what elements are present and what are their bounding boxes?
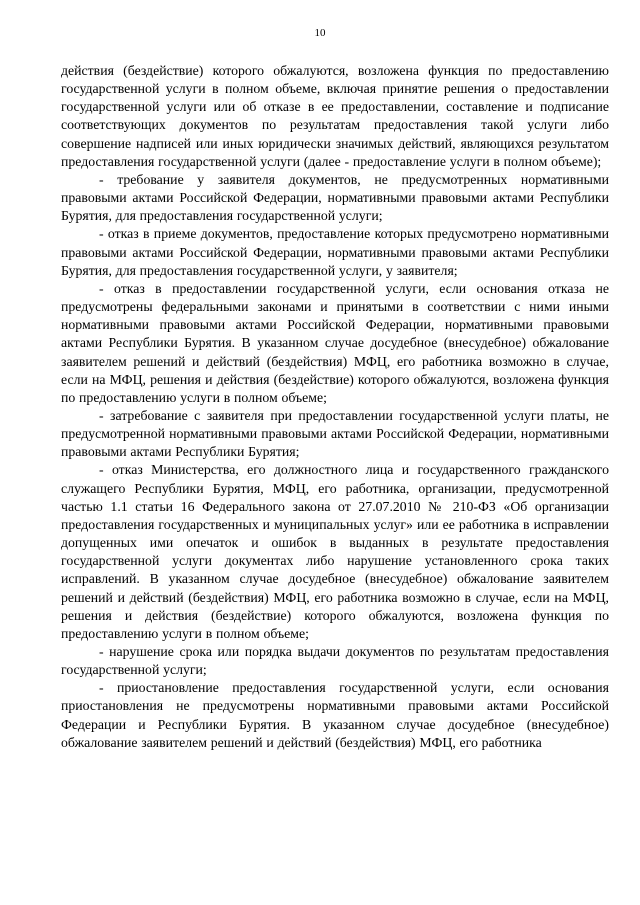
- paragraph-deadline-violation: - нарушение срока или порядка выдачи документов по результатам предоставления государственной услуги;: [61, 644, 609, 678]
- paragraph-documents-requirement: - требование у заявителя документов, не предусмотренных нормативными правовыми актами Российской Федерации, нормативными правовыми актами Республики Бурятия, для предоставления государственной услуги;: [61, 171, 609, 224]
- document-body: [61, 62, 609, 752]
- paragraph-continuation: действия (бездействие) которого обжалуются, возложена функция по предоставлению государственной услуги в полном объеме, включая принятие решения о предоставлении государственной услуги или об отказе в ее предоставлении, составление и подписание соответствующих документов по результатам предоставления такой услуги либо совершение надписей или иных юридически значимых действий, являющихся результатом предоставления государственной услуги (далее - предоставление услуги в полном объеме);: [61, 63, 609, 169]
- paragraph-refusal-acceptance: - отказ в приеме документов, предоставление которых предусмотрено нормативными правовыми актами Российской Федерации, нормативными правовыми актами Республики Бурятия, для предоставления государственной услуги, у заявителя;: [61, 226, 609, 278]
- paragraph-refusal-service: - отказ в предоставлении государственной услуги, если основания отказа не предусмотрены федеральными законами и принятыми в соответствии с ними иными нормативными правовыми актами Российской Федерации, нормативными правовыми актами Республики Бурятия. В указанном случае досудебное (внесудебное) обжалование заявителем решений и действий (бездействия) МФЦ, его работника возможно в случае, если на МФЦ, решения и действия (бездействие) которого обжалуются, возложена функция по предоставлению услуги в полном объеме;: [61, 280, 609, 405]
- paragraph-correction-refusal: - отказ Министерства, его должностного лица и государственного гражданского служащего Республики Бурятия, МФЦ, его работника, организации, предусмотренной частью 1.1 статьи 16 Федерального закона от 27.07.2010 № 210-ФЗ «Об организации предоставления государственных и муниципальных услуг» или ее работника в исправлении допущенных ими опечаток и ошибок в выданных в результате предоставления государственной услуги документах либо нарушение установленного срока таких исправлений. В указанном случае досудебное (внесудебное) обжалование заявителем решений и действий (бездействия) МФЦ, его работника возможно в случае, если на МФЦ, решения и действия (бездействие) которого обжалуются, возложена функция по предоставлению услуги в полном объеме;: [61, 462, 609, 641]
- paragraph-fee-demand: - затребование с заявителя при предоставлении государственной услуги платы, не предусмотренной нормативными правовыми актами Российской Федерации, нормативными правовыми актами Республики Бурятия;: [61, 407, 609, 460]
- page-number: 10: [314, 27, 326, 39]
- paragraph-suspension: - приостановление предоставления государственной услуги, если основания приостановления не предусмотрены нормативными правовыми актами Российской Федерации и Республики Бурятия. В указанном случае досудебное (внесудебное) обжалование заявителем решений и действий (бездействия) МФЦ, его работника: [61, 680, 609, 750]
